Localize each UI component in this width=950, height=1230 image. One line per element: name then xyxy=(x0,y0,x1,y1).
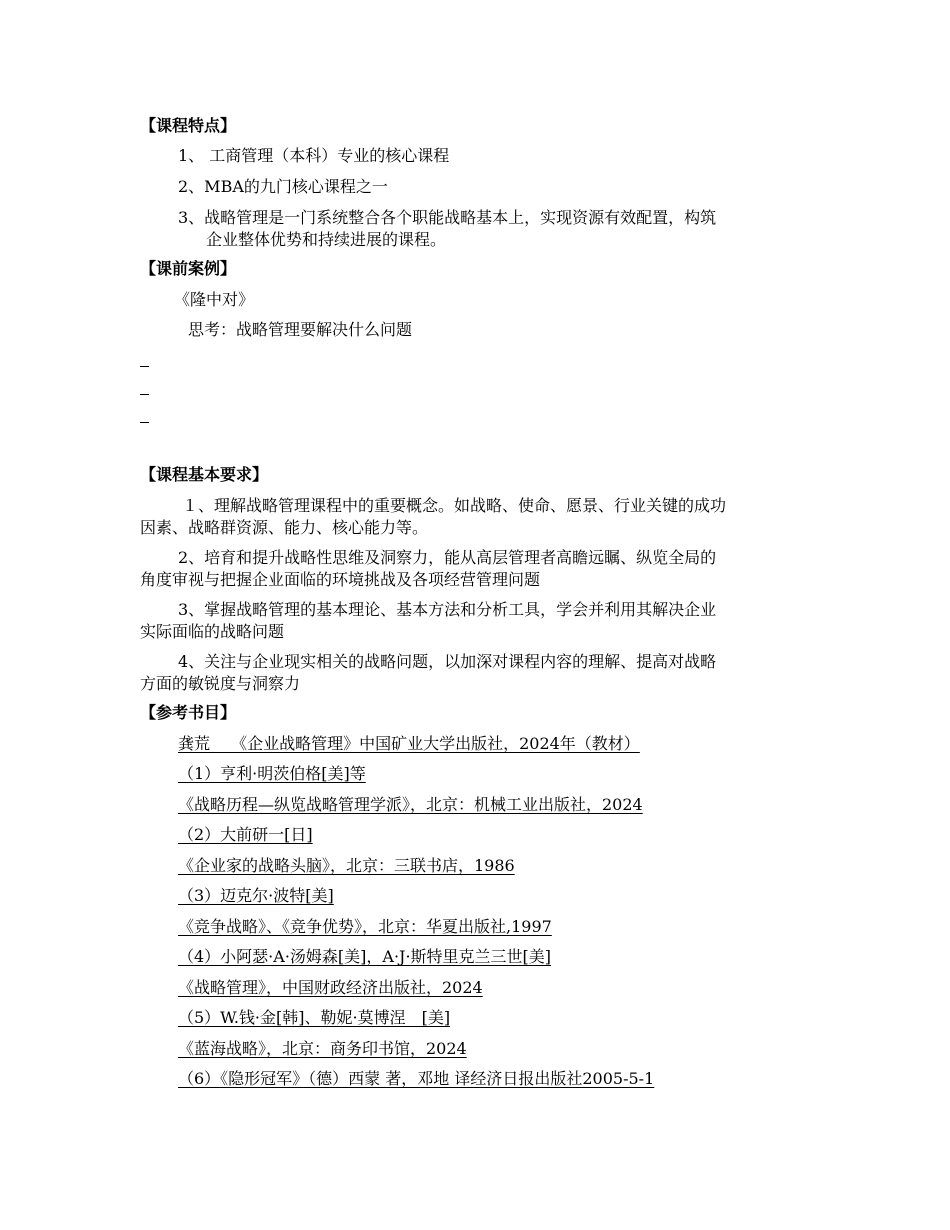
reference-3-title: 《竞争战略》、《竞争优势》，北京：华夏出版社,1997 xyxy=(178,917,552,936)
reference-4-author: （4）小阿瑟·A·汤姆森[美]，A·J·斯特里克兰三世[美] xyxy=(178,947,552,966)
requirement-4-line-1: 4、关注与企业现实相关的战略问题，以加深对课程内容的理解、提高对战略 xyxy=(178,652,717,671)
reference-6: （6）《隐形冠军》（德）西蒙 著，邓地 译经济日报出版社2005-5-1 xyxy=(178,1069,655,1088)
feature-item-3-line-2: 企业整体优势和持续进展的课程。 xyxy=(206,230,447,249)
reference-2-title: 《企业家的战略头脑》，北京：三联书店，1986 xyxy=(178,856,515,875)
feature-item-1: 1、 工商管理（本科）专业的核心课程 xyxy=(178,146,450,165)
requirement-2-line-1: 2、培育和提升战略性思维及洞察力，能从高层管理者高瞻远瞩、纵览全局的 xyxy=(178,548,717,567)
feature-item-2: 2、MBA的九门核心课程之一 xyxy=(178,177,388,196)
reference-5-author: （5）W.钱·金[韩]、勒妮·莫博涅 [美] xyxy=(178,1008,451,1027)
section-heading-case: 【课前案例】 xyxy=(140,259,237,278)
reference-1-author: （1）亨利·明茨伯格[美]等 xyxy=(178,764,366,783)
empty-line-marker xyxy=(140,394,149,395)
reference-4-title: 《战略管理》，中国财政经济出版社，2024 xyxy=(178,978,483,997)
case-title: 《隆中对》 xyxy=(174,290,255,309)
requirement-1-line-1: １、理解战略管理课程中的重要概念。如战略、使命、愿景、行业关键的成功 xyxy=(182,496,727,515)
requirement-1-line-2: 因素、战略群资源、能力、核心能力等。 xyxy=(140,518,429,537)
reference-5-title: 《蓝海战略》，北京：商务印书馆，2024 xyxy=(178,1039,467,1058)
reference-1-title: 《战略历程—纵览战略管理学派》，北京：机械工业出版社，2024 xyxy=(178,795,643,814)
section-heading-features: 【课程特点】 xyxy=(140,116,237,135)
requirement-2-line-2: 角度审视与把握企业面临的环境挑战及各项经营管理问题 xyxy=(140,570,541,589)
section-heading-references: 【参考书目】 xyxy=(140,703,237,722)
requirement-3-line-2: 实际面临的战略问题 xyxy=(140,622,285,641)
case-question: 思考：战略管理要解决什么问题 xyxy=(188,320,413,339)
requirement-4-line-2: 方面的敏锐度与洞察力 xyxy=(140,674,301,693)
reference-3-author: （3）迈克尔·波特[美] xyxy=(178,886,334,905)
empty-line-marker xyxy=(140,366,149,367)
section-heading-requirements: 【课程基本要求】 xyxy=(140,465,269,484)
requirement-3-line-1: 3、掌握战略管理的基本理论、基本方法和分析工具，学会并利用其解决企业 xyxy=(178,600,717,619)
reference-2-author: （2）大前研一[日] xyxy=(178,825,313,844)
reference-main-textbook: 龚荒 《企业战略管理》中国矿业大学出版社，2024年（教材） xyxy=(178,734,640,753)
feature-item-3-line-1: 3、战略管理是一门系统整合各个职能战略基本上，实现资源有效配置，构筑 xyxy=(178,208,717,227)
empty-line-marker xyxy=(140,422,149,423)
